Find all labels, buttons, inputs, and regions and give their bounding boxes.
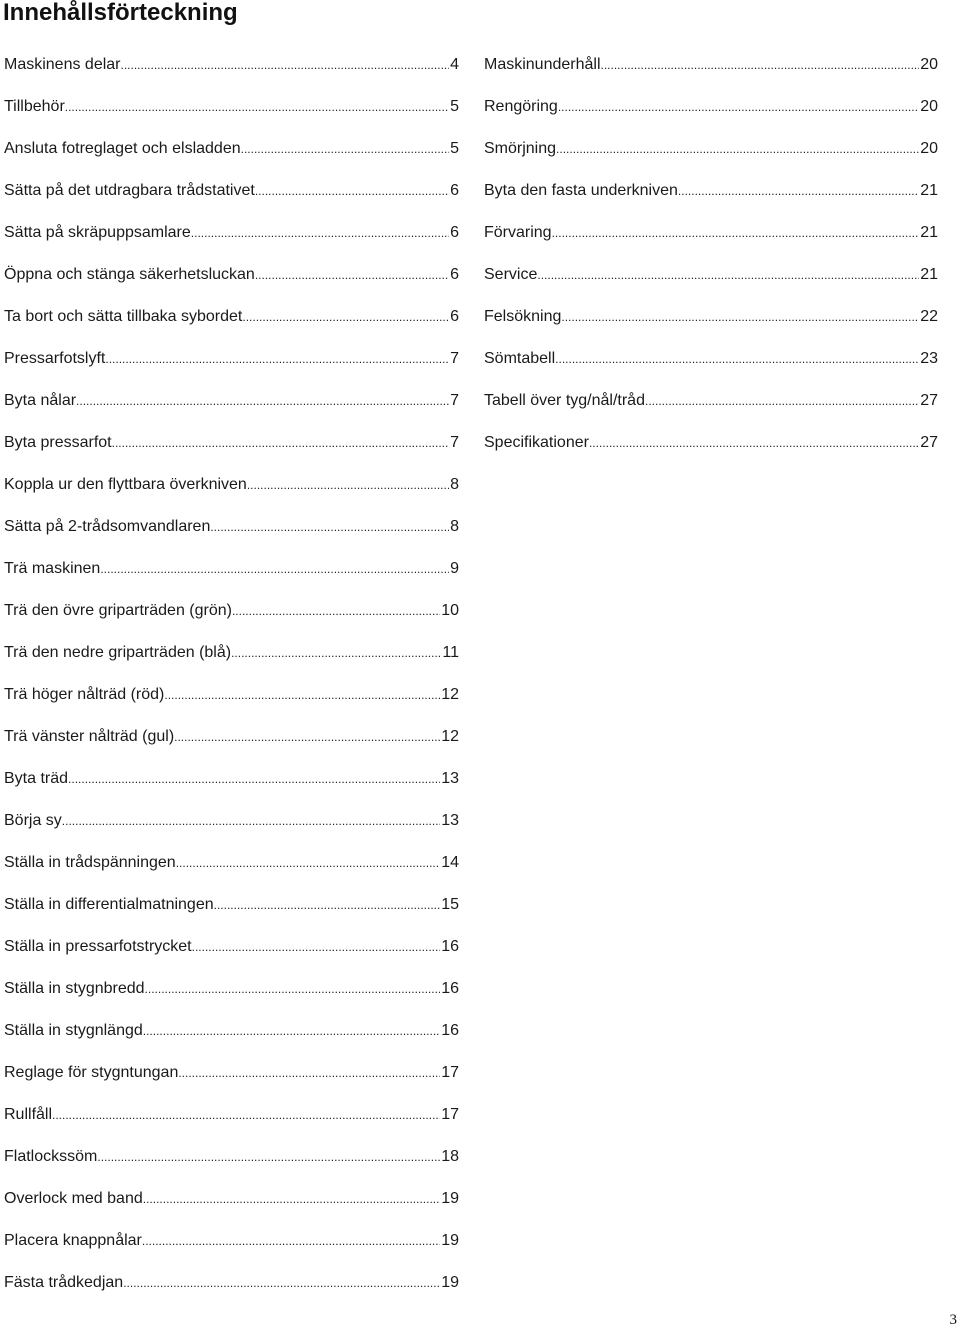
toc-leader-dots (191, 212, 449, 254)
toc-entry-page: 16 (441, 938, 459, 955)
toc-leader-dots (232, 590, 440, 632)
toc-leader-dots (121, 44, 450, 86)
toc-entry-page: 21 (920, 182, 938, 199)
toc-entry[interactable] (4, 1052, 459, 1094)
toc-leader-dots (97, 1136, 440, 1178)
toc-leader-dots (601, 44, 920, 86)
toc-entry-page: 5 (450, 98, 459, 115)
toc-leader-dots (65, 86, 449, 128)
toc-entry-page: 21 (920, 224, 938, 241)
toc-entry[interactable] (484, 212, 938, 254)
toc-leader-dots (142, 1220, 440, 1262)
toc-entry[interactable] (4, 842, 459, 884)
toc-entry-page: 27 (920, 392, 938, 409)
page-title: Innehållsförteckning (3, 0, 238, 26)
toc-entry[interactable] (4, 380, 459, 422)
toc-leader-dots (192, 926, 441, 968)
toc-entry-page: 6 (450, 266, 459, 283)
toc-leader-dots (76, 380, 449, 422)
toc-entry-title: Rullfåll (4, 1106, 53, 1123)
toc-entry[interactable] (4, 1178, 459, 1220)
toc-entry-title: Felsökning (484, 308, 562, 325)
toc-entry-page: 12 (441, 728, 459, 745)
toc-entry-title: Trä den nedre griparträden (blå) (4, 644, 232, 661)
toc-entry[interactable] (4, 254, 459, 296)
toc-entry[interactable] (4, 590, 459, 632)
toc-entry-page: 9 (450, 560, 459, 577)
toc-entry-title: Ansluta fotreglaget och elsladden (4, 140, 241, 157)
toc-entry-page: 21 (920, 266, 938, 283)
toc-entry[interactable] (4, 464, 459, 506)
toc-entry-title: Byta träd (4, 770, 69, 787)
toc-entry[interactable] (4, 632, 459, 674)
toc-entry-page: 14 (441, 854, 459, 871)
toc-entry-page: 12 (441, 686, 459, 703)
toc-entry[interactable] (4, 422, 459, 464)
toc-entry-title: Fästa trådkedjan (4, 1274, 124, 1291)
toc-entry[interactable] (484, 338, 938, 380)
toc-entry[interactable] (4, 716, 459, 758)
toc-entry-page: 8 (450, 518, 459, 535)
toc-entry-page: 20 (920, 140, 938, 157)
toc-leader-dots (255, 170, 449, 212)
toc-right-column (484, 44, 938, 464)
toc-entry-title: Sätta på 2-trådsomvandlaren (4, 518, 211, 535)
toc-entry-title: Tabell över tyg/nål/tråd (484, 392, 645, 409)
toc-leader-dots (123, 1262, 440, 1304)
toc-entry[interactable] (4, 44, 459, 86)
toc-entry-page: 18 (441, 1148, 459, 1165)
toc-entry-title: Trä höger nålträd (röd) (4, 686, 165, 703)
toc-entry[interactable] (4, 506, 459, 548)
toc-entry[interactable] (4, 1136, 459, 1178)
toc-leader-dots (143, 1178, 440, 1220)
toc-entry-title: Ställa in trådspänningen (4, 854, 176, 871)
toc-entry[interactable] (4, 338, 459, 380)
toc-leader-dots (143, 1010, 440, 1052)
toc-entry-page: 8 (450, 476, 459, 493)
toc-entry[interactable] (4, 548, 459, 590)
toc-entry[interactable] (484, 86, 938, 128)
toc-entry-title: Overlock med band (4, 1190, 143, 1207)
toc-entry-title: Pressarfotslyft (4, 350, 106, 367)
toc-entry-page: 15 (441, 896, 459, 913)
toc-leader-dots (561, 296, 919, 338)
toc-entry-page: 22 (920, 308, 938, 325)
toc-entry[interactable] (4, 1010, 459, 1052)
toc-entry-title: Ställa in stygnbredd (4, 980, 145, 997)
toc-leader-dots (145, 968, 441, 1010)
toc-entry-page: 7 (450, 434, 459, 451)
page-number: 3 (949, 1312, 957, 1328)
toc-entry[interactable] (484, 380, 938, 422)
toc-entry-title: Trä vänster nålträd (gul) (4, 728, 175, 745)
toc-entry-page: 6 (450, 182, 459, 199)
toc-leader-dots (210, 506, 449, 548)
toc-entry[interactable] (4, 800, 459, 842)
toc-entry-title: Ställa in pressarfotstrycket (4, 938, 192, 955)
toc-entry-page: 19 (441, 1232, 459, 1249)
toc-leader-dots (176, 842, 441, 884)
toc-leader-dots (558, 86, 919, 128)
toc-leader-dots (112, 422, 449, 464)
toc-entry-title: Förvaring (484, 224, 552, 241)
toc-entry-title: Service (484, 266, 538, 283)
toc-leader-dots (555, 338, 919, 380)
toc-entry-title: Trä den övre griparträden (grön) (4, 602, 232, 619)
toc-entry-page: 7 (450, 392, 459, 409)
toc-entry-page: 23 (920, 350, 938, 367)
toc-leader-dots (556, 128, 919, 170)
toc-entry-page: 13 (441, 770, 459, 787)
toc-entry-page: 4 (450, 56, 459, 73)
toc-entry-page: 7 (450, 350, 459, 367)
toc-entry[interactable] (4, 86, 459, 128)
toc-leader-dots (241, 128, 449, 170)
toc-entry[interactable] (4, 170, 459, 212)
toc-entry[interactable] (484, 44, 938, 86)
toc-entry-page: 6 (450, 224, 459, 241)
toc-entry[interactable] (4, 212, 459, 254)
toc-entry[interactable] (4, 296, 459, 338)
toc-entry-title: Tillbehör (4, 98, 65, 115)
toc-leader-dots (678, 170, 919, 212)
toc-leader-dots (178, 1052, 440, 1094)
toc-entry[interactable] (4, 128, 459, 170)
toc-leader-dots (231, 632, 441, 674)
toc-entry[interactable] (4, 758, 459, 800)
toc-entry-page: 5 (450, 140, 459, 157)
toc-entry-title: Sätta på det utdragbara trådstativet (4, 182, 255, 199)
toc-entry-page: 6 (450, 308, 459, 325)
toc-entry-page: 17 (441, 1064, 459, 1081)
toc-entry[interactable] (4, 926, 459, 968)
toc-left-column (4, 44, 459, 1304)
toc-entry-title: Trä maskinen (4, 560, 101, 577)
toc-entry[interactable] (484, 254, 938, 296)
toc-entry-page: 13 (441, 812, 459, 829)
toc-entry-title: Ställa in stygnlängd (4, 1022, 143, 1039)
toc-entry[interactable] (484, 296, 938, 338)
toc-entry-page: 10 (441, 602, 459, 619)
toc-entry-title: Reglage för stygntungan (4, 1064, 179, 1081)
toc-leader-dots (247, 464, 449, 506)
toc-entry-page: 19 (441, 1274, 459, 1291)
toc-entry-title: Byta nålar (4, 392, 77, 409)
toc-entry[interactable] (4, 674, 459, 716)
toc-leader-dots (52, 1094, 440, 1136)
toc-leader-dots (100, 548, 449, 590)
toc-entry-title: Maskinunderhåll (484, 56, 601, 73)
toc-leader-dots (164, 674, 440, 716)
toc-entry[interactable] (4, 1220, 459, 1262)
toc-leader-dots (62, 800, 440, 842)
toc-entry-title: Specifikationer (484, 434, 589, 451)
toc-entry[interactable] (4, 968, 459, 1010)
toc-leader-dots (105, 338, 449, 380)
toc-entry-title: Sätta på skräpuppsamlare (4, 224, 191, 241)
toc-leader-dots (645, 380, 919, 422)
toc-entry-title: Ställa in differentialmatningen (4, 896, 214, 913)
toc-entry-title: Koppla ur den flyttbara överkniven (4, 476, 247, 493)
toc-leader-dots (537, 254, 919, 296)
toc-leader-dots (255, 254, 449, 296)
toc-entry-title: Placera knappnålar (4, 1232, 142, 1249)
toc-entry-page: 16 (441, 980, 459, 997)
toc-entry-title: Öppna och stänga säkerhetsluckan (4, 266, 255, 283)
toc-entry-page: 27 (920, 434, 938, 451)
toc-entry-title: Rengöring (484, 98, 558, 115)
toc-leader-dots (589, 422, 919, 464)
toc-entry[interactable] (4, 884, 459, 926)
toc-entry-title: Börja sy (4, 812, 62, 829)
toc-entry-title: Flatlockssöm (4, 1148, 98, 1165)
toc-leader-dots (174, 716, 440, 758)
toc-entry-title: Sömtabell (484, 350, 556, 367)
toc-entry-title: Smörjning (484, 140, 557, 157)
toc-leader-dots (68, 758, 440, 800)
toc-entry-title: Byta pressarfot (4, 434, 112, 451)
toc-leader-dots (552, 212, 920, 254)
toc-entry[interactable] (484, 422, 938, 464)
toc-entry-page: 19 (441, 1190, 459, 1207)
toc-entry[interactable] (484, 170, 938, 212)
toc-entry-page: 20 (920, 56, 938, 73)
toc-leader-dots (242, 296, 449, 338)
toc-entry-page: 20 (920, 98, 938, 115)
toc-entry[interactable] (4, 1094, 459, 1136)
toc-entry[interactable] (4, 1262, 459, 1304)
toc-entry-page: 17 (441, 1106, 459, 1123)
toc-entry-page: 11 (442, 644, 459, 661)
toc-entry-page: 16 (441, 1022, 459, 1039)
toc-leader-dots (214, 884, 441, 926)
toc-entry-title: Maskinens delar (4, 56, 121, 73)
toc-entry-title: Byta den fasta underkniven (484, 182, 678, 199)
toc-entry-title: Ta bort och sätta tillbaka sybordet (4, 308, 243, 325)
toc-entry[interactable] (484, 128, 938, 170)
